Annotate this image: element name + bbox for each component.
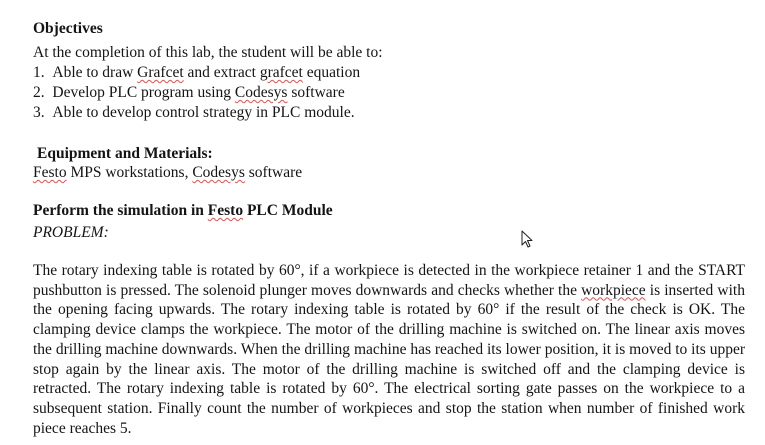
- paragraph-text: is inserted with the opening facing upwards. The rotary indexing table is rotated by 60° if the result of the check is OK. The clamping device clamps the workpiece. The motor of the drilling machine is switched on. The linear axis moves the drilling machine downwards. When the drilling machine has reached its lower position, it is moved to its upper stop again by the linear axis. The motor of the drilling machine is switched off and the clamping device is retracted. The rotary indexing table is rotated by 60°. The electrical sorting gate passes on the workpiece to a subsequent station. Finally count the number of workpieces and stop the station when number of finished work piece reaches 5.: [33, 281, 745, 437]
- list-number: 2.: [33, 84, 45, 101]
- equipment-heading: Equipment and Materials:: [37, 145, 213, 162]
- spellcheck-word: workpiece: [581, 281, 646, 299]
- equipment-body: software: [244, 164, 303, 181]
- simulation-heading: [33, 201, 333, 221]
- spellcheck-word: Codesys: [192, 164, 245, 181]
- heading-text: PLC Module: [243, 202, 333, 219]
- spellcheck-word: Festo: [33, 164, 67, 181]
- objectives-intro: At the completion of this lab, the student will be able to:: [33, 44, 383, 61]
- objectives-heading: Objectives: [33, 20, 103, 37]
- paragraph-text: The rotary indexing table is rotated by 60°, if a workpiece is detected in the workpiece retainer 1 and the START pushbutton is pressed. The solenoid plunger moves downwards and checks whether the: [33, 262, 745, 299]
- spellcheck-word: Grafcet: [137, 64, 184, 81]
- list-text: and extract: [183, 64, 260, 81]
- equipment-text: [33, 163, 302, 183]
- objective-item-2: [33, 83, 345, 103]
- spellcheck-word: Festo: [207, 202, 244, 219]
- list-text: Able to develop control strategy in PLC module.: [52, 104, 355, 121]
- objective-item-1: [33, 63, 360, 83]
- list-text: software: [287, 84, 345, 101]
- mouse-pointer-icon: [521, 230, 535, 248]
- heading-text: Perform the simulation in: [33, 202, 208, 219]
- list-text: equation: [302, 64, 361, 81]
- list-text: Develop PLC program using: [52, 84, 235, 101]
- spellcheck-word: Codesys: [234, 84, 288, 101]
- problem-label: PROBLEM:: [33, 224, 109, 241]
- objective-item-3: [33, 103, 355, 123]
- list-number: 3.: [33, 104, 45, 121]
- list-text: Able to draw: [52, 64, 138, 81]
- equipment-body: MPS workstations,: [66, 164, 193, 181]
- problem-paragraph: [33, 261, 745, 438]
- spellcheck-word: grafcet: [259, 64, 303, 81]
- list-number: 1.: [33, 64, 45, 81]
